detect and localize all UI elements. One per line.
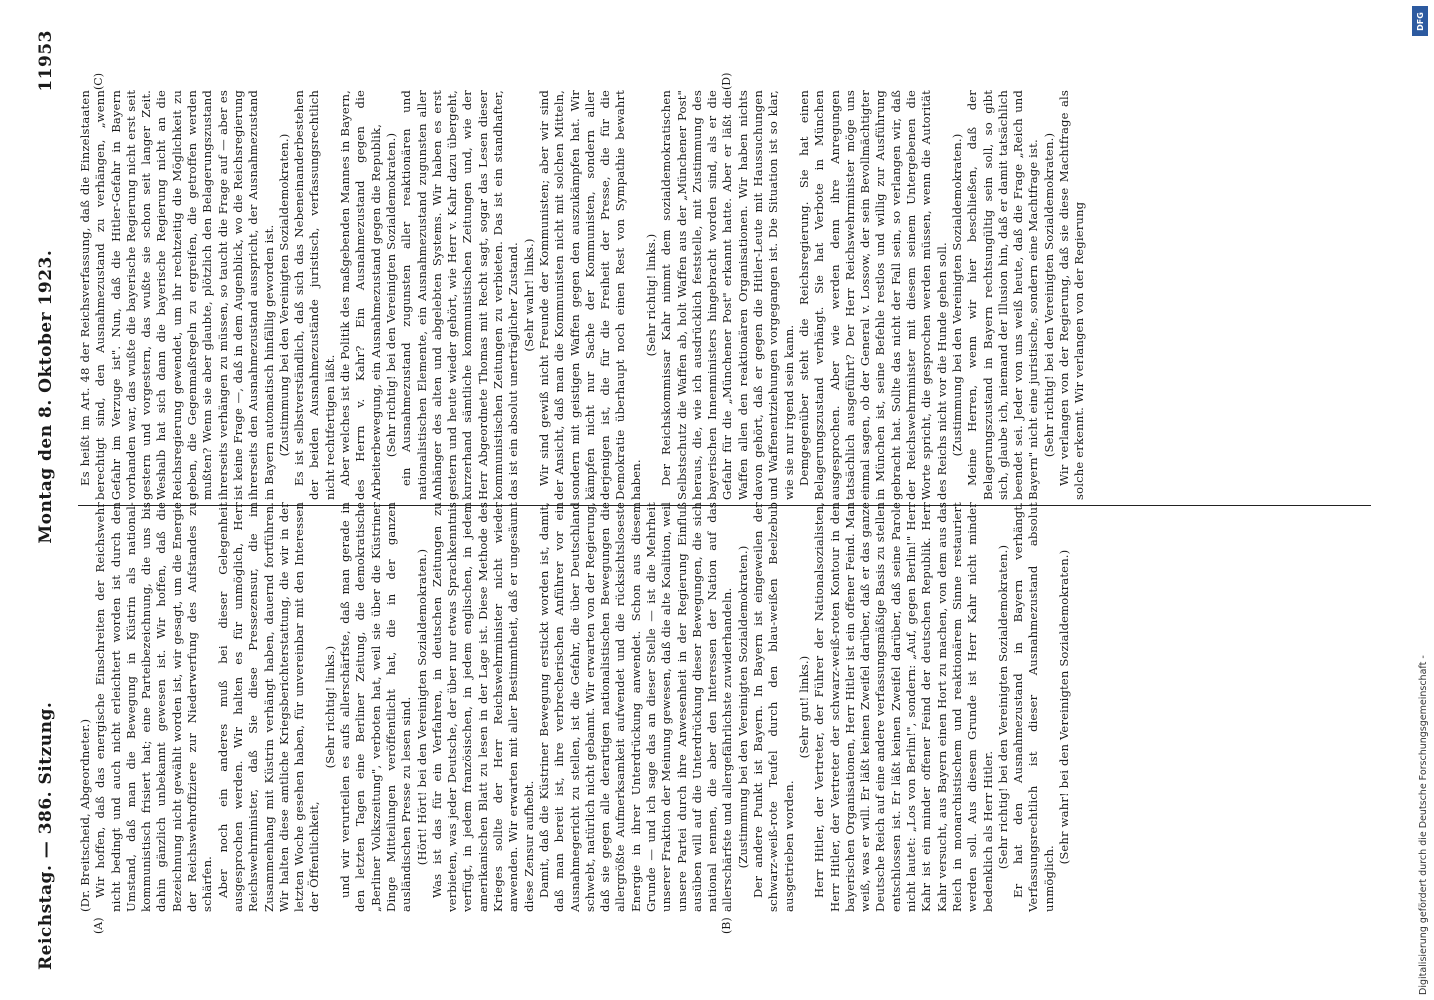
paragraph: ein Ausnahmezustand zugunsten aller reaktionären und nationalistischen Elemente, ein Ausnahmezustand zugunsten aller Anhänger des alten und abgelebten Systems. Wir haben es erst gestern und heute wieder gehört, wie Herr v. Kahr dazu übergeht, kurzerhand sämtliche kommunistischen Zeitungen und, wie der Herr Abgeordnete Thomas mit Recht sagt, sogar das Lesen dieser kommunistischen Zeitungen zu verbieten. Das ist ein standhafter, das ist ein absolut unerträglicher Zustand. xyxy=(399,90,521,500)
paragraph: (Sehr richtig! links.) xyxy=(643,233,658,357)
digitization-credit: Digitalisierung gefördert durch die Deutsche Forschungsgemeinschaft - xyxy=(1418,655,1429,995)
margin-mark-b: (B) xyxy=(720,917,733,934)
header-left: Reichstag. — 386. Sitzung. xyxy=(36,701,56,970)
margin-mark-a: (A) xyxy=(92,917,105,934)
dfg-logo: DFG xyxy=(1412,6,1428,36)
paragraph: Demgegenüber steht die Reichsregierung. Sie hat einen Belagerungszustand verhängt. Sie hat Verbote in München ausgesprochen. Aber wie werden denn ihre Anregungen tatsächlich ausgeführt? Der Herr Reichswehrminister möge uns einmal sagen, ob der General v. Lossow, der sein Bevollmächtigter in München ist, seine Befehle restlos und willig zur Ausführung gebracht hat. Sollte das nicht der Fall sein, so verlangen wir, daß der Reichswehrminister mit diesem seinem Untergebenen die Worte spricht, die gesprochen werden müssen, wenn die Autorität des Reichs nicht vor die Hunde gehen soll. xyxy=(796,90,949,500)
paragraph: (Zustimmung bei den Vereinigten Sozialdemokraten.) xyxy=(949,133,964,457)
paragraph: Aber noch ein anderes muß bei dieser Gelegenheit ausgesprochen werden. Wir halten es für unmöglich, Herr Reichswehrminister, daß Sie diese Pressezensur, die im Zusammenhang mit Küstrin verhängt haben, dauernd fortführen. Wir halten diese amtliche Kriegsberichterstattung, die wir in der letzten Woche gesehen haben, für unvereinbar mit den Interessen der Öffentlichkeit, xyxy=(215,502,322,912)
paragraph: Der andere Punkt ist Bayern. In Bayern ist eingeweilen der schwarz-weiß-rote Teufel durch den blau-weißen Beelzebub ausgetrieben worden. xyxy=(751,502,796,912)
paragraph: Es ist selbstverständlich, daß sich das Nebeneinanderbestehen der beiden Ausnahmezustände juristisch, verfassungsrechtlich nicht rechtfertigen läßt. xyxy=(292,90,337,500)
paragraph: (Sehr gut! links.) xyxy=(796,655,811,759)
paragraph: Wir sind gewiß nicht Freunde der Kommunisten; aber wir sind der Ansicht, daß man die Kommunisten nicht mit solchen Mitteln, sondern mit geistigen Waffen gegen den auszukämpfen hat. Wir kämpfen nicht nur Sache der Kommunisten, sondern aller derjenigen ist, die für die Freiheit der Presse, die für die Demokratie überhaupt noch einen Rest von Sympathie bewahrt haben. xyxy=(536,90,643,500)
paragraph: Meine Herren, wenn wir hier beschließen, daß der Belagerungszustand in Bayern rechtsungültig sein soll, so gibt sich, glaube ich, niemand der Illusion hin, daß er damit tatsächlich beendet sei. Jeder von uns weiß heute, daß die Frage „Reich und Bayern" nicht eine juristische, sondern eine Machtfrage ist. xyxy=(965,90,1041,500)
paragraph: Was ist das für ein Verfahren, in deutschen Zeitungen zu verbieten, was jeder Deutsche, der über nur etwas Sprachkenntnis verfügt, in jedem französischen, in jedem englischen, in jedem amerikanischen Blatt zu lesen in der Lage ist. Diese Methode des Krieges sollte der Herr Reichswehrminister nicht wieder anwenden. Wir erwarten mit aller Bestimmtheit, daß er ungesäumt diese Zensur aufhebt. xyxy=(429,502,536,912)
margin-mark-c: (C) xyxy=(92,73,105,90)
paragraph: (Dr. Breitscheid, Abgeordneter.) xyxy=(78,718,92,912)
digitization-sidebar xyxy=(1400,0,1434,1000)
paragraph: Er hat den Ausnahmezustand in Bayern verhängt. Verfassungsrechtlich ist dieser Ausnahmezustand absolut unmöglich. xyxy=(1011,502,1056,912)
paragraph: (Sehr wahr! links.) xyxy=(521,238,536,352)
paragraph: Der Reichskommissar Kahr nimmt dem sozialdemokratischen Selbstschutz die Waffen ab, holt Waffen aus der „Münchener Post" heraus, die, wie ich ausdrücklich feststelle, mit Zustimmung des bayerischen Innenministers hingebracht worden sind, als er die Gefahr für die „Münchener Post" erkannt hatte. Aber er läßt die Waffen allen den reaktionären Organisationen. Wir haben nichts davon gehört, daß er gegen die Hitler-Leute mit Haussuchungen und Waffenentziehungen vorgegangen ist. Die Situation ist so klar, wie sie nur irgend sein kann. xyxy=(659,90,796,500)
paragraph: Wir verlangen von der Regierung, daß sie diese Machtfrage als solche erkennt. Wir verlangen von der Regierung xyxy=(1057,90,1087,500)
right-column xyxy=(78,90,1088,500)
paragraph: (Sehr wahr! bei den Vereinigten Sozialdemokraten.) xyxy=(1057,549,1071,865)
page-header xyxy=(30,30,62,970)
paragraph: und wir verurteilen es aufs allerschärfste, daß man gerade in den letzten Tagen eine Berliner Zeitung, die demokratische „Berliner Volkszeitung", verboten hat, weil sie über die Küstriner Dinge Mitteilungen veröffentlicht hat, die in der ganzen ausländischen Presse zu lesen sind. xyxy=(338,502,414,912)
paragraph: Damit, daß die Küstriner Bewegung erstickt worden ist, damit, daß man bereit ist, ihre verbrecherischen Anführer vor ein Ausnahmegericht zu stellen, ist die Gefahr, die über Deutschland schwebt, natürlich nicht gebannt. Wir erwarten von der Regierung, daß sie gegen alle derartigen nationalistischen Bewegungen die allergrößte Aufmerksamkeit aufwendet und die rücksichtsloseste Energie in ihrer Unterdrückung anwendet. Schon aus diesem Grunde — und ich sage das an dieser Stelle — ist die Mehrheit unserer Fraktion der Meinung gewesen, daß die alte Koalition, weil unsere Partei durch ihre Anwesenheit in der Regierung Einfluß ausüben will auf die Unterdrückung dieser Bewegungen, die sich national nennen, die aber den Interessen der Nation auf das allerschärfste und allergefährlichste zuwiderhandeln. xyxy=(536,502,735,912)
paragraph: (Hört! Hört! bei den Vereinigten Sozialdemokraten.) xyxy=(414,548,429,866)
page-number: 11953 xyxy=(36,30,56,92)
paragraph: (Sehr richtig! bei den Vereinigten Sozialdemokraten.) xyxy=(995,544,1010,870)
paragraph: (Sehr richtig! bei den Vereinigten Sozialdemokraten.) xyxy=(1041,132,1056,458)
paragraph: Herr Hitler, der Vertreter, der Führer der Nationalsozialisten, Herr Hitler, der Vertreter der schwarz-weiß-roten Kontour in den bayerischen Organisationen, Herr Hitler ist ein offener Feind. Man weiß, was er will. Er läßt keinen Zweifel darüber, daß er das ganze Deutsche Reich auf eine andere verfassungsmäßige Basis zu stellen entschlossen ist. Er läßt keinen Zweifel darüber, daß seine Parole nicht lautet: „Los von Berlin!", sondern: „Auf, gegen Berlin!" Herr Kahr ist ein minder offener Feind der deutschen Republik. Herr Kahr versucht, aus Bayern einen Hort zu machen, von dem aus das Reich in monarchistischem und reaktionärem Sinne restauriert werden soll. Aus diesem Grunde ist Herr Kahr nicht minder bedenklich als Herr Hitler. xyxy=(812,501,995,912)
header-center: Montag den 8. Oktober 1923. xyxy=(36,249,56,544)
margin-mark-d: (D) xyxy=(720,72,733,90)
paragraph: (Sehr richtig! links.) xyxy=(322,645,337,769)
paragraph: Aber welches ist die Politik des maßgebenden Mannes in Bayern, des Herrn v. Kahr? Ein Ausnahmezustand gegen die Arbeiterbewegung, ein Ausnahmezustand gegen die Republik, xyxy=(338,90,383,500)
paragraph: (Sehr richtig! bei den Vereinigten Sozialdemokraten.) xyxy=(383,132,398,458)
left-column xyxy=(78,502,1072,912)
paragraph: (Zustimmung bei den Vereinigten Sozialdemokraten.) xyxy=(276,133,291,457)
paragraph: Wir hoffen, daß das energische Einschreiten der Reichswehr nicht bedingt und auch nicht erleichtert worden ist durch den Umstand, daß man die Bewegung in Küstrin als national-kommunistisch frisiert hat; eine Parteibezeichnung, die uns bis dahin gänzlich unbekannt gewesen ist. Wir hoffen, daß die Bezeichnung nicht gewählt worden ist, wir gesagt, um die Energie der Reichswehroffiziere zur Niederwerfung des Aufstandes zu schärfen. xyxy=(93,502,215,912)
paragraph: (Zustimmung bei den Vereinigten Sozialdemokraten.) xyxy=(735,545,750,869)
paragraph: Es heißt im Art. 48 der Reichsverfassung, daß die Einzelstaaten berechtigt sind, den Ausnahmezustand zu verhängen, „wenn Gefahr im Verzuge ist". Nun, daß die Hitler-Gefahr in Bayern vorhanden war, das wußte die bayerische Regierung nicht erst seit gestern und vorgestern, das wußte sie schon seit langer Zeit. Weshalb hat sich dann die bayerische Regierung nicht an die Reichsregierung gewendet, um ihr rechtzeitig die Möglichkeit zu geben, die Gegenmaßregeln zu ergreifen, die getroffen werden mußten? Wenn sie aber glaubte, plötzlich den Belagerungszustand ihrerseits verhängen zu müssen, so taucht die Frage auf — aber es ist keine Frage —, daß in dem Augenblick, wo die Reichsregierung ihrerseits den Ausnahmezustand ausspricht, der Ausnahmezustand in Bayern automatisch hinfällig geworden ist. xyxy=(78,90,276,500)
